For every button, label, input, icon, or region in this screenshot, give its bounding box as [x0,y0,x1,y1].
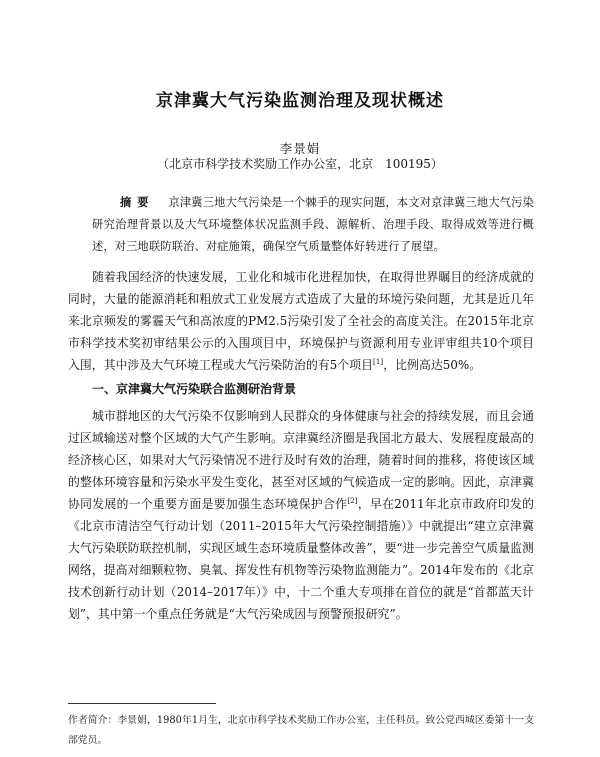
intro-text: 随着我国经济的快速发展，工业化和城市化进程加快，在取得世界瞩目的经济成就的同时，大量的能源消耗和粗放式工业发展方式造成了大量的环境污染问题，尤其是近几年来北京频发的雾霾天气和高浓度的PM2.5污染引发了全社会的高度关注。在2015年北京市科学技术奖初审结果公示的入围项目中，环境保护与资源利用专业评审组共10个项目入围，其中涉及大气环境工程或大气污染防治的有5个项目 [68,270,534,372]
author-affiliation: （北京市科学技术奖励工作办公室，北京 100195） [157,157,443,171]
citation-1: [1] [373,358,384,367]
paper-title: 京津冀大气污染监测治理及现状概述 [156,91,444,111]
abstract [92,192,534,258]
section-text-b: ，早在2011年北京市政府印发的《北京市清洁空气行动计划（2011–2015年大气污染控制措施）》中就提出“建立京津冀大气污染联防联控机制，实现区域生态环境质量整体改善”，要“进一步完善空气质量监测网络，提高对细颗粒物、臭氧、挥发性有机物等污染物监测能力”。2014年发布的《北京技术创新行动计划（2014–2017年）》中，十二个重大专项排在首位的就是“首都蓝天计划”，其中第一个重点任务就是“大气污染成因与预警预报研究”。 [68,497,534,621]
section-paragraph [68,405,534,625]
section-text-a: 城市群地区的大气污染不仅影响到人民群众的身体健康与社会的持续发展，而且会通过区域输送对整个区域的大气产生影响。京津冀经济圈是我国北方最大、发展程度最高的经济核心区，如果对大气污染情况不进行及时有效的治理，随着时间的推移，将使该区域的整体环境容量和污染水平发生变化，甚至对区域的气候造成一定的影响。因此，京津冀协同发展的一个重要方面是要加强生态环境保护合作 [68,409,534,511]
footnote-divider [68,703,216,704]
abstract-text: 京津冀三地大气污染是一个棘手的现实问题，本文对京津冀三地大气污染研究治理背景以及大气环境整体状况监测手段、源解析、治理手段、取得成效等进行概述，对三地联防联治、对症施策，确保空气质量整体好转进行了展望。 [92,196,534,253]
footnote: 作者简介：李景娟，1980年1月生，北京市科学技术奖励工作办公室，主任科员。致公党西城区委第十一支部党员。 [68,715,534,746]
intro-tail: ，比例高达50%。 [383,358,482,372]
citation-2: [2] [347,497,358,506]
abstract-label: 摘要 [120,196,155,209]
intro-paragraph [68,266,534,376]
author-name: 李景娟 [279,141,321,156]
section-heading: 一、京津冀大气污染联合监测研治背景 [92,382,297,396]
